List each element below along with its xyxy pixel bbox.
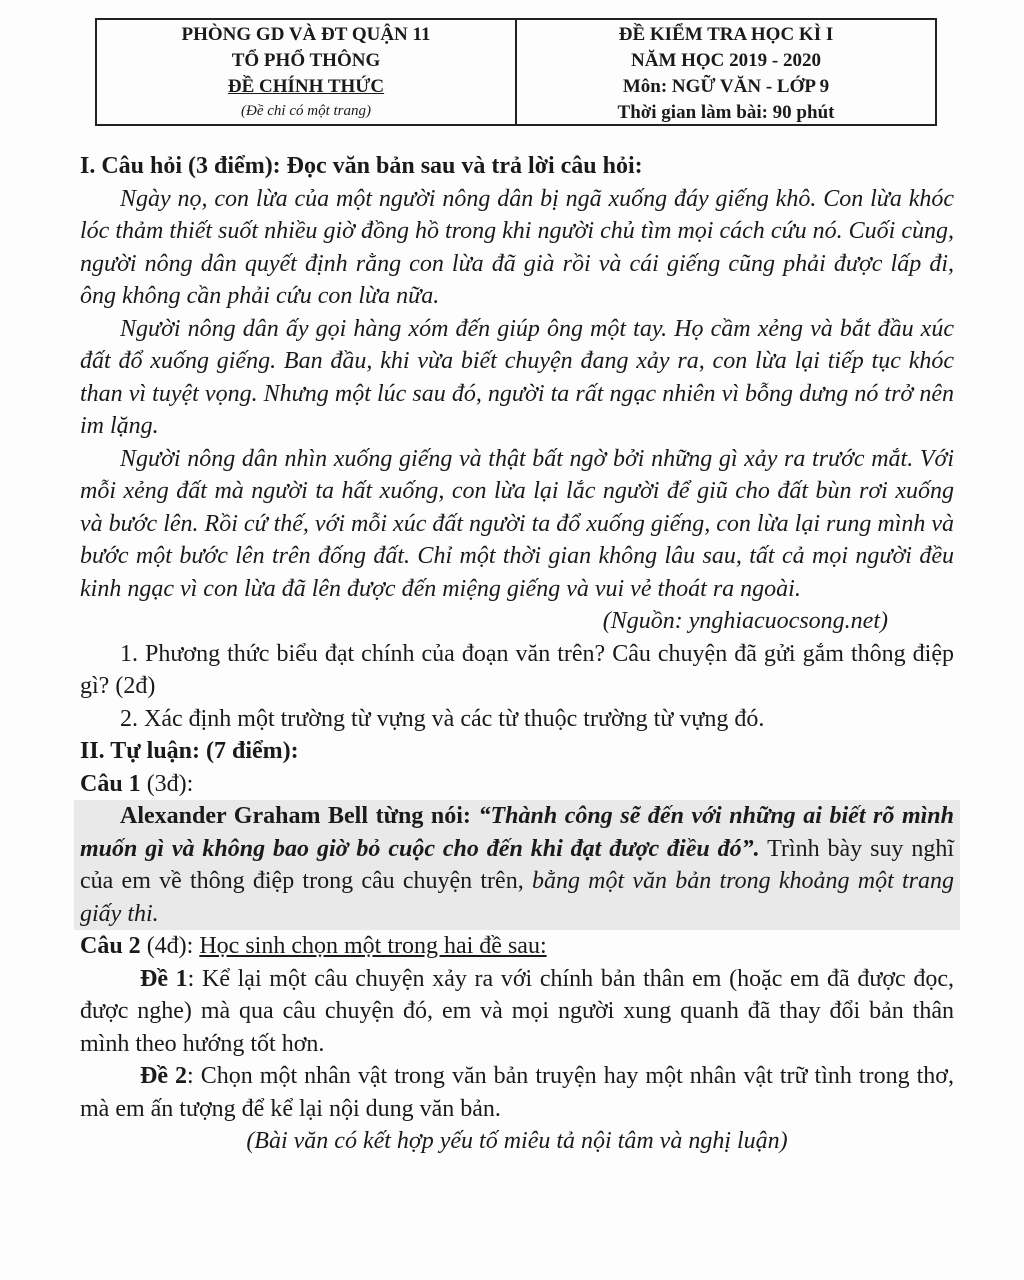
cau1-label: Câu 1 xyxy=(80,770,141,797)
cau1-note: bằng một văn bản trong khoảng một trang giấy thi. xyxy=(80,868,954,927)
division-name: TỔ PHỔ THÔNG xyxy=(231,50,381,71)
question-2: 2. Xác định một trường từ vựng và các từ thuộc trường từ vựng đó. xyxy=(120,705,765,732)
reading-paragraph-2: Người nông dân ấy gọi hàng xóm đến giúp ông một tay. Họ cầm xẻng và bắt đầu xúc đất đổ xuống giếng. Ban đầu, khi vừa biết chuyện đang xảy ra, con lừa lại tiếp tục khóc than vì tuyệt vọng. Nhưng một lúc sau đó, người ta rất ngạc nhiên vì bỗng dưng nó trở nên im lặng. xyxy=(80,315,954,439)
school-year: NĂM HỌC 2019 - 2020 xyxy=(631,50,821,71)
cau1-prompt xyxy=(74,800,960,930)
cau2-heading xyxy=(80,930,954,963)
de1-label: Đề 1 xyxy=(140,965,188,992)
header-left-cell xyxy=(97,20,517,124)
cau1-author: Alexander Graham Bell từng nói: xyxy=(120,803,479,829)
reading-paragraph-3: Người nông dân nhìn xuống giếng và thật bất ngờ bởi những gì xảy ra trước mắt. Với mỗi xẻng đất mà người ta hất xuống, con lừa lại lắc người để giũ cho đất bùn rơi xuống và bước lên. Rồi cứ thế, với mỗi xúc đất người ta đổ xuống giếng, con lừa lại rung mình và bước một bước lên trên đống đất. Chỉ một thời gian không lâu sau, tất cả mọi người đều kinh ngạc vì con lừa đã lên được đến miệng giếng và vui vẻ thoát ra ngoài. xyxy=(80,445,954,602)
cau1-prompt-text xyxy=(80,800,954,930)
exam-body xyxy=(80,150,954,1158)
page-count-note: (Đề chỉ có một trang) xyxy=(241,103,371,119)
de2-paragraph xyxy=(80,1060,954,1125)
reading-source: (Nguồn: ynghiacuocsong.net) xyxy=(602,608,888,634)
cau1-task: Trình bày suy nghĩ của em về thông điệp trong câu chuyện trên, xyxy=(80,835,954,894)
duration: Thời gian làm bài: 90 phút xyxy=(617,102,835,123)
reading-paragraph-1: Ngày nọ, con lừa của một người nông dân bị ngã xuống đáy giếng khô. Con lừa khóc lóc thảm thiết suốt nhiều giờ đồng hồ trong khi người chủ tìm mọi cách cứu nó. Cuối cùng, người nông dân quyết định rằng con lừa đã già rồi và cái giếng cũng phải được lấp đi, ông không cần phải cứu con lừa nữa. xyxy=(80,185,954,309)
header-right-cell xyxy=(517,20,935,124)
de2-label: Đề 2 xyxy=(140,1063,188,1089)
de2-text: : Chọn một nhân vật trong văn bản truyện hay một nhân vật trữ tình trong thơ, mà em ấn tượng để kể lại nội dung văn bản. xyxy=(80,1063,954,1122)
exam-title: ĐỀ KIỂM TRA HỌC KÌ I xyxy=(618,24,834,45)
de1-text: : Kể lại một câu chuyện xảy ra với chính bản thân em (hoặc em đã được đọc, được nghe) mà qua câu chuyện đó, em và mọi người xung quanh đã thay đổi bản thân mình theo hướng tốt hơn. xyxy=(80,965,955,1057)
official-exam-label: ĐỀ CHÍNH THỨC xyxy=(227,76,385,97)
de1-paragraph xyxy=(80,963,954,1061)
exam-header xyxy=(95,18,937,126)
closing-note: (Bài văn có kết hợp yếu tố miêu tả nội tâm và nghị luận) xyxy=(246,1128,788,1154)
cau2-label: Câu 2 xyxy=(80,933,141,959)
cau1-points: (3đ): xyxy=(146,770,194,797)
subject: Môn: NGỮ VĂN - LỚP 9 xyxy=(622,76,830,97)
section2-title: II. Tự luận: (7 điểm): xyxy=(80,738,299,764)
cau1-heading xyxy=(80,768,954,801)
department-name: PHÒNG GD VÀ ĐT QUẬN 11 xyxy=(181,24,431,45)
question-1: 1. Phương thức biểu đạt chính của đoạn văn trên? Câu chuyện đã gửi gắm thông điệp gì? (2đ) xyxy=(80,640,954,699)
section1-title: I. Câu hỏi (3 điểm): Đọc văn bản sau và trả lời câu hỏi: xyxy=(80,153,643,179)
cau2-points: (4đ): xyxy=(140,933,200,959)
cau2-instruction: Học sinh chọn một trong hai đề sau: xyxy=(199,933,547,959)
cau1-quote: “Thành công sẽ đến với những ai biết rõ mình muốn gì và không bao giờ bỏ cuộc cho đến khi đạt được điều đó”. xyxy=(80,803,955,862)
